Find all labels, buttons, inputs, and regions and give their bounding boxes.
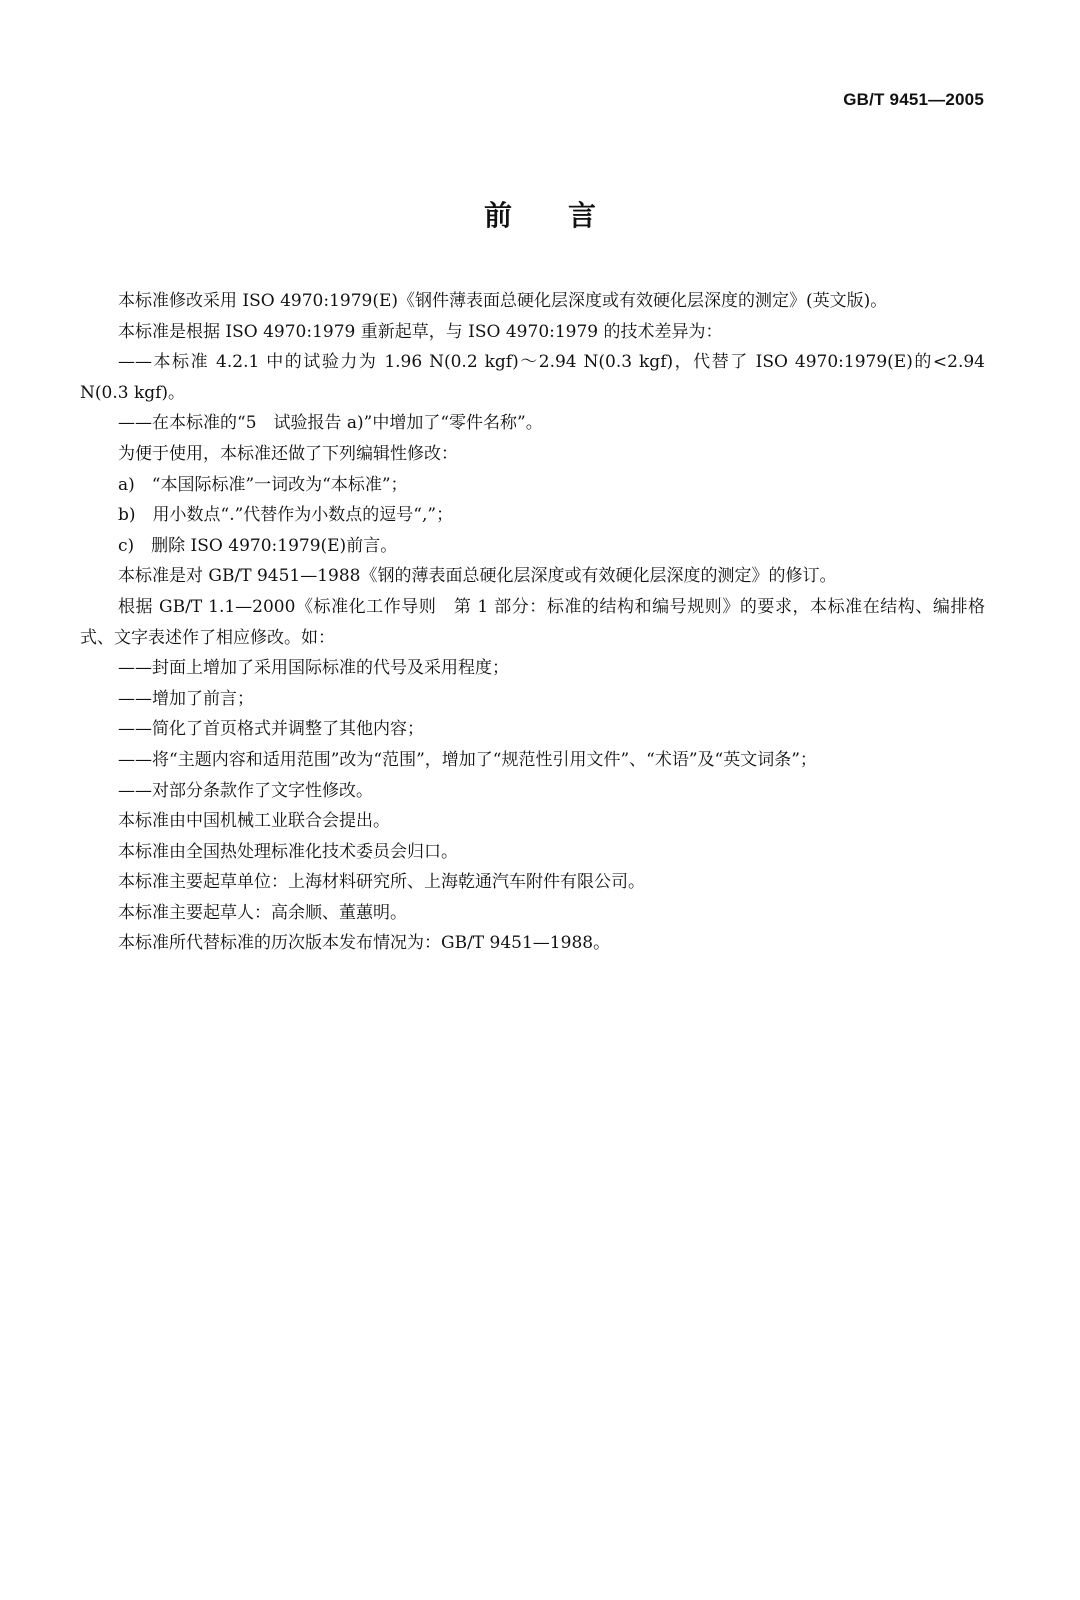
paragraph-drafting-units: 本标准主要起草单位：上海材料研究所、上海乾通汽车附件有限公司。 (118, 872, 645, 893)
paragraph-change-scope: ——将“主题内容和适用范围”改为“范围”，增加了“规范性引用文件”、“术语”及“英文词条”； (118, 749, 817, 770)
paragraph-drafters: 本标准主要起草人：高余顺、董蕙明。 (118, 902, 407, 923)
paragraph-editorial-c: c) 删除 ISO 4970:1979(E)前言。 (118, 535, 398, 556)
paragraph-administrator: 本标准由全国热处理标准化技术委员会归口。 (118, 841, 458, 862)
foreword-body (80, 286, 985, 959)
paragraph-gbt-requirements: 根据 GB/T 1.1—2000《标准化工作导则 第 1 部分：标准的结构和编号规则》的要求，本标准在结构、编排格式、文字表述作了相应修改。如： (80, 596, 985, 648)
paragraph-technical-differences-intro: 本标准是根据 ISO 4970:1979 重新起草，与 ISO 4970:1979 的技术差异为： (118, 321, 723, 342)
paragraph-editorial-a: a) “本国际标准”一词改为“本标准”； (118, 474, 408, 495)
standard-code: GB/T 9451—2005 (843, 90, 984, 109)
paragraph-editorial-b: b) 用小数点“.”代替作为小数点的逗号“,”； (118, 505, 454, 526)
paragraph-revision: 本标准是对 GB/T 9451—1988《钢的薄表面总硬化层深度或有效硬化层深度的测定》的修订。 (118, 566, 837, 587)
paragraph-change-first-page: ——简化了首页格式并调整了其他内容； (118, 719, 424, 740)
page-title: 前言 (483, 199, 652, 232)
paragraph-change-foreword: ——增加了前言； (118, 688, 254, 709)
paragraph-change-cover: ——封面上增加了采用国际标准的代号及采用程度； (118, 658, 509, 679)
paragraph-proposer: 本标准由中国机械工业联合会提出。 (118, 811, 390, 832)
paragraph-adoption: 本标准修改采用 ISO 4970:1979(E)《钢件薄表面总硬化层深度或有效硬化层深度的测定》(英文版)。 (118, 291, 888, 311)
paragraph-editorial-intro: 为便于使用，本标准还做了下列编辑性修改： (118, 443, 458, 464)
paragraph-difference-part-name: ——在本标准的“5 试验报告 a)”中增加了“零件名称”。 (118, 413, 543, 434)
paragraph-difference-test-force: ——本标准 4.2.1 中的试验力为 1.96 N(0.2 kgf)～2.94 N(0.3 kgf)，代替了 ISO 4970:1979(E)的<2.94 N(0.3 kgf)。 (80, 352, 985, 403)
paragraph-change-wording: ——对部分条款作了文字性修改。 (118, 780, 373, 801)
paragraph-replaced-versions: 本标准所代替标准的历次版本发布情况为：GB/T 9451—1988。 (118, 933, 611, 954)
